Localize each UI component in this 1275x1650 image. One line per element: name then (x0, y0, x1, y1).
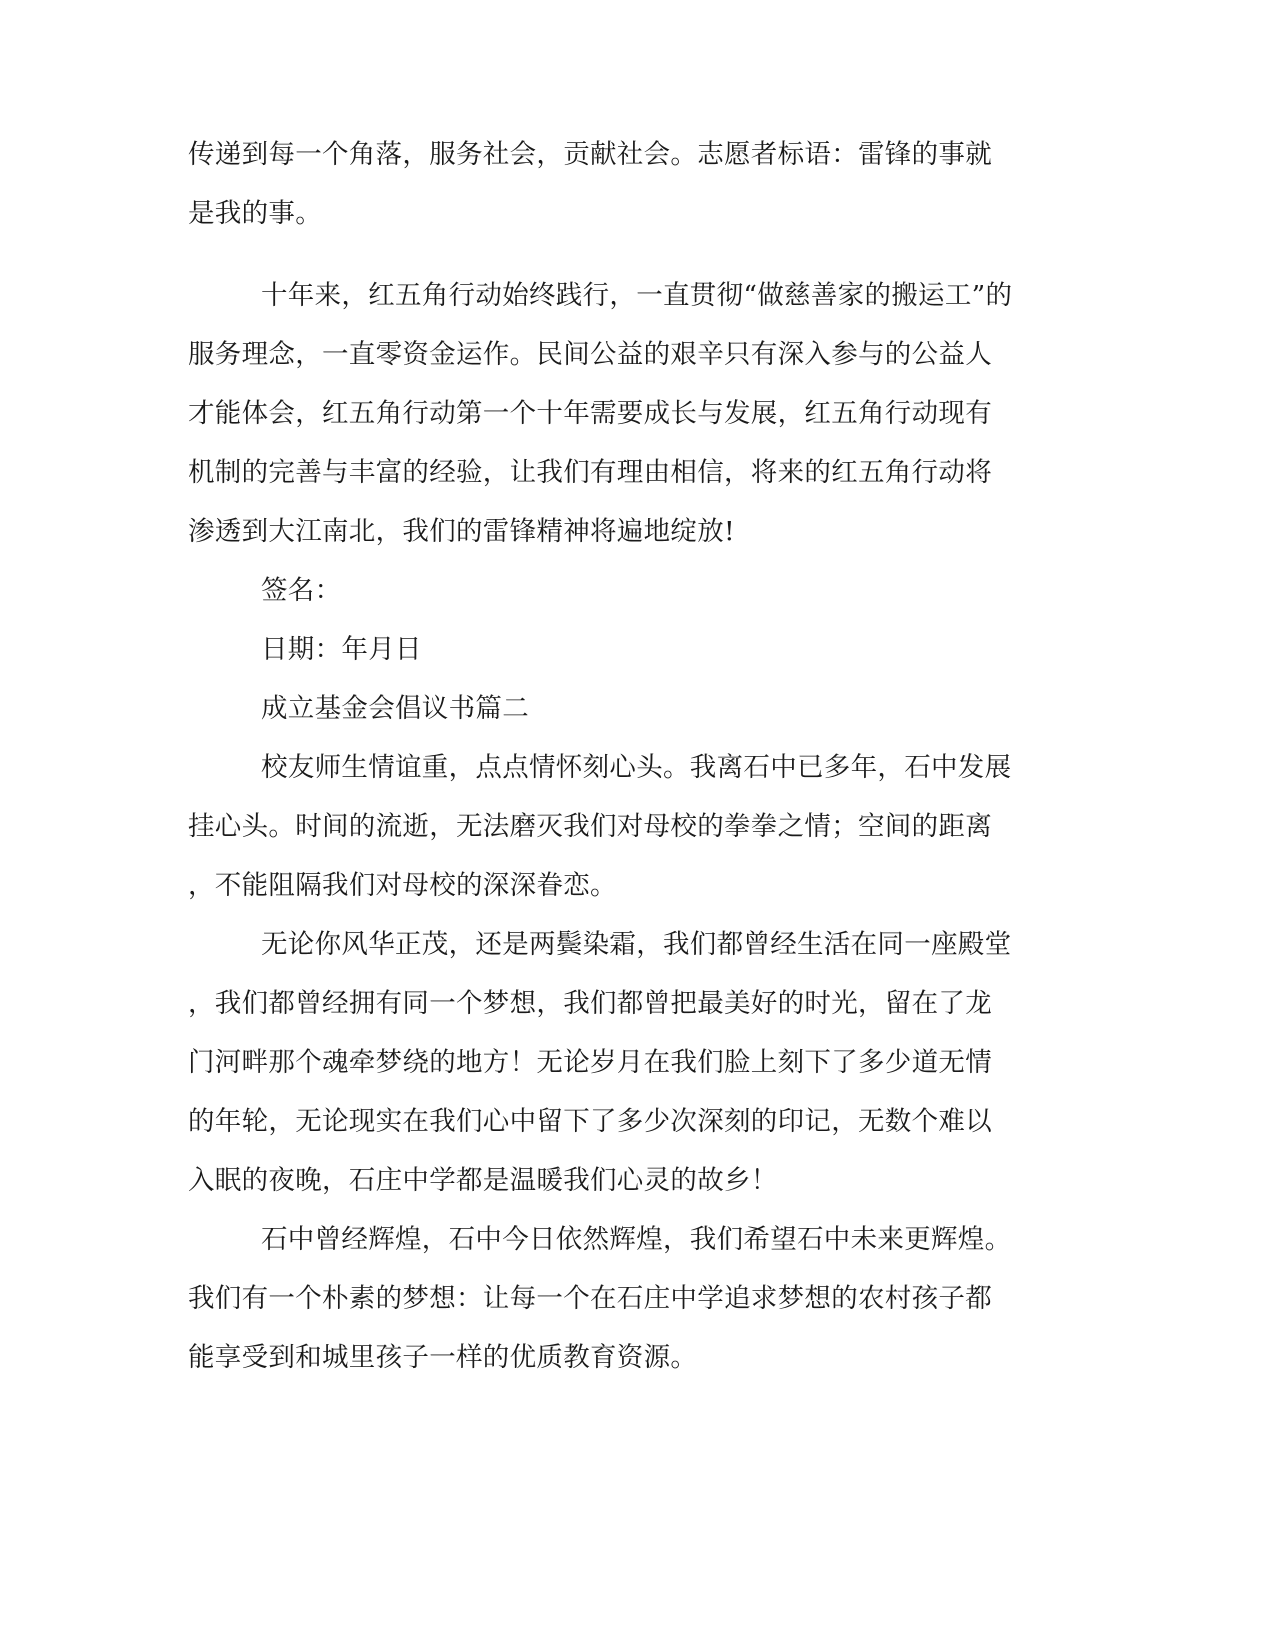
text-line: 才能体会，红五角行动第一个十年需要成长与发展，红五角行动现有 (188, 398, 992, 429)
text-line: 我们有一个朴素的梦想：让每一个在石庄中学追求梦想的农村孩子都 (188, 1283, 992, 1314)
text-line: 校友师生情谊重，点点情怀刻心头。我离石中已多年，石中发展 (261, 752, 1012, 783)
text-line: 无论你风华正茂，还是两鬓染霜，我们都曾经生活在同一座殿堂 (261, 929, 1012, 960)
text-line: 石中曾经辉煌，石中今日依然辉煌，我们希望石中未来更辉煌。 (261, 1224, 1012, 1255)
text-line: ，我们都曾经拥有同一个梦想，我们都曾把最美好的时光，留在了龙 (188, 988, 992, 1019)
date-label: 日期：年月日 (261, 634, 422, 665)
text-line: 的年轮，无论现实在我们心中留下了多少次深刻的印记，无数个难以 (188, 1106, 992, 1137)
text-line: 入眠的夜晚，石庄中学都是温暖我们心灵的故乡！ (188, 1165, 778, 1196)
text-line: 服务理念，一直零资金运作。民间公益的艰辛只有深入参与的公益人 (188, 339, 992, 370)
text-line: 十年来，红五角行动始终践行，一直贯彻“做慈善家的搬运工”的 (261, 280, 1013, 311)
text-line: 机制的完善与丰富的经验，让我们有理由相信，将来的红五角行动将 (188, 457, 992, 488)
section-heading: 成立基金会倡议书篇二 (261, 693, 529, 724)
text-line: 是我的事。 (188, 198, 322, 229)
text-line: 门河畔那个魂牵梦绕的地方！无论岁月在我们脸上刻下了多少道无情 (188, 1047, 992, 1078)
text-line: 挂心头。时间的流逝，无法磨灭我们对母校的拳拳之情；空间的距离 (188, 811, 992, 842)
text-line: 传递到每一个角落，服务社会，贡献社会。志愿者标语：雷锋的事就 (188, 139, 992, 170)
text-line: 能享受到和城里孩子一样的优质教育资源。 (188, 1342, 698, 1373)
text-line: ，不能阻隔我们对母校的深深眷恋。 (188, 870, 617, 901)
text-line: 渗透到大江南北，我们的雷锋精神将遍地绽放! (188, 516, 735, 547)
signature-label: 签名： (261, 575, 342, 606)
